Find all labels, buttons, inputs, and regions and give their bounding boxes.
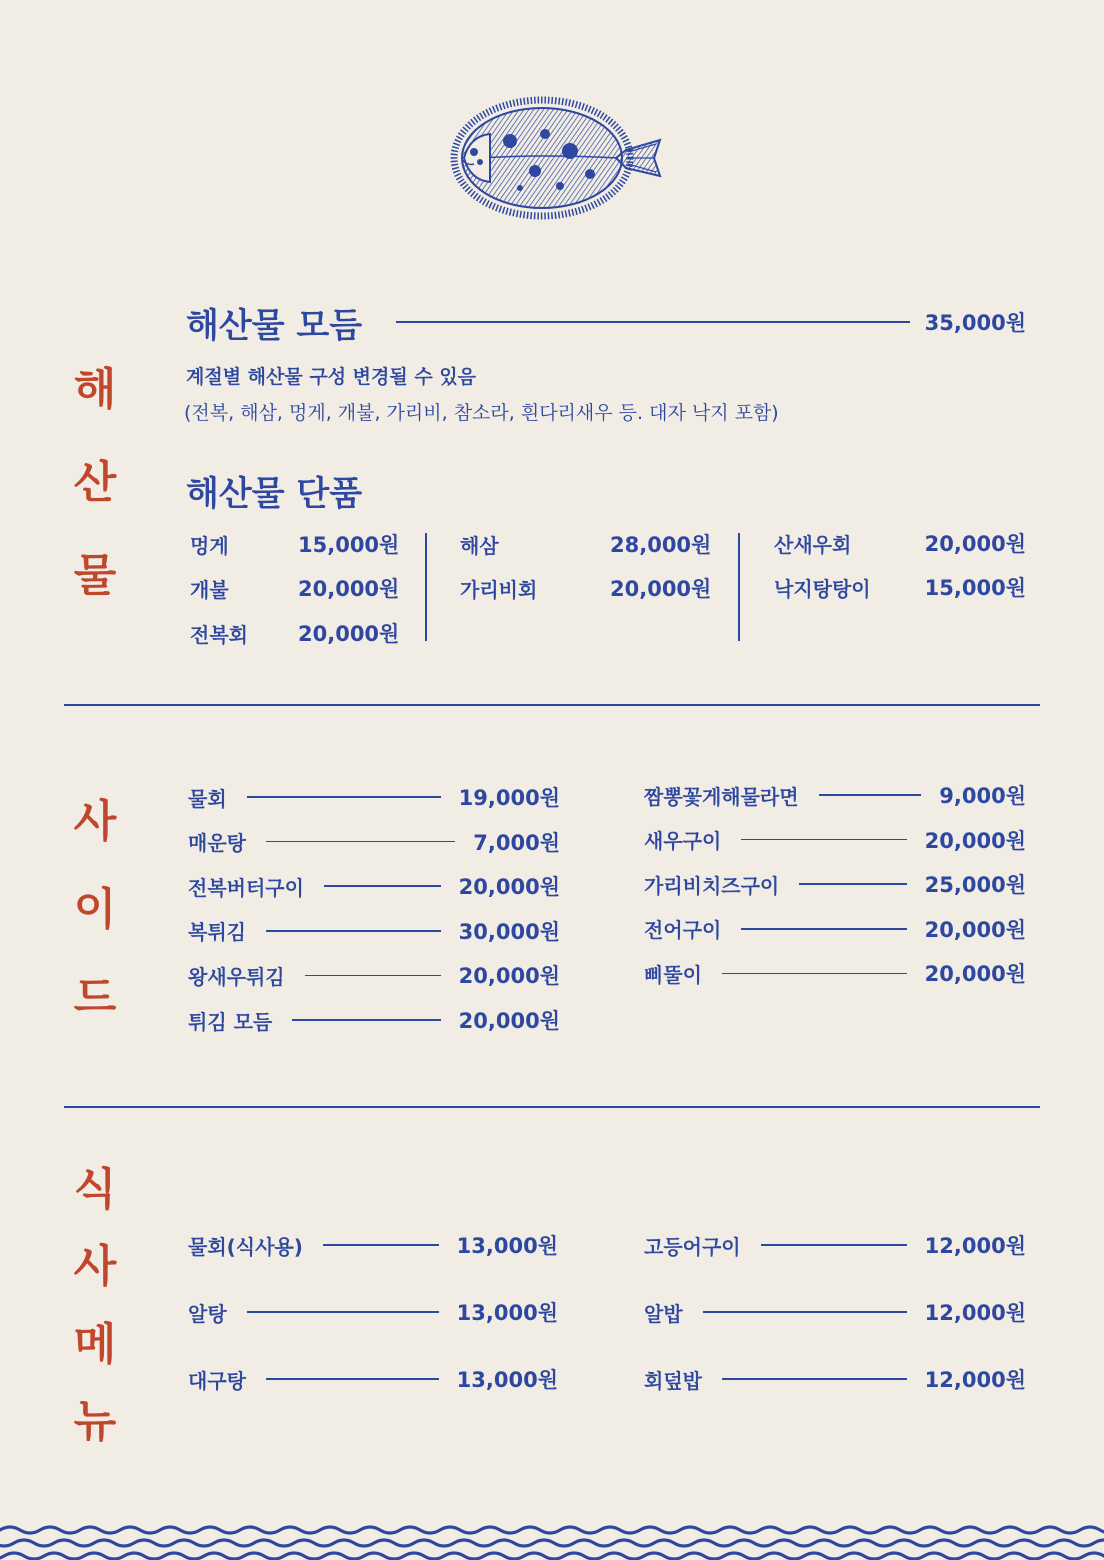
item-price: 20,000원 bbox=[924, 962, 1026, 987]
section-title-char: 산 bbox=[73, 457, 117, 508]
list-item bbox=[774, 528, 851, 558]
item-price: 12,000원 bbox=[924, 1301, 1026, 1325]
item-name: 회덮밥 bbox=[644, 1368, 702, 1393]
section-divider bbox=[64, 1106, 1040, 1108]
leader-line bbox=[266, 1378, 439, 1380]
item-name: 복튀김 bbox=[188, 920, 246, 945]
item-name: 가리비치즈구이 bbox=[644, 873, 780, 898]
item-price: 30,000원 bbox=[458, 919, 560, 944]
item-price: 13,000원 bbox=[456, 1301, 558, 1325]
item-name: 짬뽕꽃게해물라면 bbox=[644, 784, 799, 809]
list-item bbox=[188, 1297, 558, 1327]
item-name: 물회 bbox=[188, 786, 227, 811]
leader-line bbox=[722, 973, 907, 975]
section-title-char: 사 bbox=[73, 1241, 117, 1293]
section-title-char: 메 bbox=[73, 1318, 117, 1370]
item-name: 산새우회 bbox=[774, 532, 852, 557]
item-price: 13,000원 bbox=[456, 1368, 558, 1392]
item-price: 15,000원 bbox=[924, 576, 1026, 600]
section-title-seafood bbox=[60, 364, 130, 601]
item-name: 가리비회 bbox=[460, 577, 538, 602]
item-name: 멍게 bbox=[190, 533, 229, 558]
list-item bbox=[460, 529, 499, 559]
leader-line bbox=[799, 883, 906, 885]
list-item bbox=[188, 1005, 560, 1035]
item-price: 9,000원 bbox=[939, 784, 1026, 808]
item-name: 전복회 bbox=[190, 622, 248, 647]
item-name: 전복버터구이 bbox=[188, 875, 304, 900]
item-price: 12,000원 bbox=[924, 1234, 1026, 1258]
list-item bbox=[925, 528, 1026, 558]
item-price: 20,000원 bbox=[924, 917, 1026, 942]
leader-line bbox=[266, 841, 455, 843]
item-price: 20,000원 bbox=[458, 875, 560, 900]
combo-note-bold: 계절별 해산물 구성 변경될 수 있음 bbox=[186, 366, 477, 388]
section-title-side bbox=[60, 796, 130, 1023]
leader-line bbox=[741, 928, 906, 930]
section-title-char: 물 bbox=[73, 550, 117, 601]
section-title-char: 사 bbox=[73, 796, 117, 847]
item-price: 12,000원 bbox=[924, 1368, 1026, 1392]
combo-title: 해산물 모듬 bbox=[186, 306, 363, 346]
item-price: 7,000원 bbox=[473, 830, 560, 855]
list-item bbox=[188, 960, 560, 990]
section-divider bbox=[64, 704, 1040, 706]
list-item bbox=[610, 529, 711, 559]
item-name: 새우구이 bbox=[644, 829, 722, 854]
list-item bbox=[188, 1230, 558, 1260]
leader-line bbox=[292, 1019, 440, 1021]
combo-leader-line bbox=[396, 321, 910, 323]
list-item bbox=[644, 1297, 1026, 1327]
section-title-char: 뉴 bbox=[73, 1395, 117, 1447]
item-name: 삐뚤이 bbox=[644, 962, 702, 987]
section-title-char: 식 bbox=[73, 1164, 117, 1215]
item-price: 20,000원 bbox=[298, 622, 400, 646]
item-name: 고등어구이 bbox=[644, 1234, 741, 1259]
combo-note: (전복, 해삼, 멍게, 개불, 가리비, 참소라, 흰다리새우 등. 대자 낙지 포함) bbox=[184, 402, 779, 424]
leader-line bbox=[324, 885, 441, 887]
list-item bbox=[188, 827, 560, 857]
item-name: 왕새우튀김 bbox=[188, 964, 285, 989]
item-price: 20,000원 bbox=[298, 577, 400, 601]
leader-line bbox=[761, 1244, 907, 1246]
leader-line bbox=[266, 930, 441, 932]
list-item bbox=[188, 782, 560, 812]
list-item bbox=[188, 916, 560, 946]
list-item bbox=[925, 572, 1026, 602]
list-item bbox=[190, 529, 229, 559]
single-title: 해산물 단품 bbox=[186, 474, 363, 514]
item-name: 매운탕 bbox=[188, 831, 246, 856]
list-item bbox=[188, 1364, 558, 1394]
item-price: 20,000원 bbox=[458, 1009, 560, 1033]
leader-line bbox=[703, 1311, 907, 1313]
section-title-char: 해 bbox=[73, 364, 117, 415]
list-item bbox=[644, 1230, 1026, 1260]
list-item bbox=[644, 958, 1026, 988]
item-name: 튀김 모듬 bbox=[188, 1009, 273, 1034]
leader-line bbox=[741, 839, 906, 841]
item-name: 알탕 bbox=[188, 1301, 227, 1326]
item-price: 25,000원 bbox=[924, 873, 1026, 898]
item-name: 해삼 bbox=[460, 533, 499, 558]
list-item bbox=[298, 529, 399, 559]
wave-pattern-icon bbox=[0, 1518, 1104, 1560]
item-name: 알밥 bbox=[644, 1301, 683, 1326]
item-price: 15,000원 bbox=[298, 533, 400, 557]
list-item bbox=[644, 780, 1026, 810]
item-price: 20,000원 bbox=[458, 964, 560, 989]
section-title-char: 이 bbox=[73, 884, 117, 935]
combo-price: 35,000원 bbox=[924, 311, 1026, 335]
item-price: 20,000원 bbox=[924, 532, 1026, 556]
list-item bbox=[610, 573, 711, 603]
column-divider bbox=[425, 533, 427, 641]
list-item bbox=[298, 573, 399, 603]
list-item bbox=[644, 1364, 1026, 1394]
leader-line bbox=[323, 1244, 439, 1246]
list-item bbox=[460, 573, 537, 603]
item-price: 20,000원 bbox=[924, 828, 1026, 853]
list-item bbox=[190, 573, 229, 603]
list-item bbox=[774, 572, 871, 602]
item-price: 28,000원 bbox=[610, 533, 712, 557]
item-name: 물회(식사용) bbox=[188, 1234, 303, 1259]
leader-line bbox=[819, 794, 922, 796]
list-item bbox=[188, 871, 560, 901]
item-price: 13,000원 bbox=[456, 1234, 558, 1258]
item-name: 낙지탕탕이 bbox=[774, 576, 871, 601]
column-divider bbox=[738, 533, 740, 641]
leader-line bbox=[305, 975, 441, 977]
item-name: 개불 bbox=[190, 577, 229, 602]
section-title-char: 드 bbox=[73, 972, 117, 1023]
leader-line bbox=[247, 1311, 439, 1313]
item-price: 20,000원 bbox=[610, 577, 712, 601]
item-name: 전어구이 bbox=[644, 918, 722, 943]
flatfish-illustration-icon bbox=[450, 96, 664, 220]
list-item bbox=[190, 618, 248, 648]
leader-line bbox=[722, 1378, 907, 1380]
item-price: 19,000원 bbox=[458, 786, 560, 810]
list-item bbox=[644, 869, 1026, 899]
list-item bbox=[644, 914, 1026, 944]
section-title-meal bbox=[60, 1164, 130, 1447]
list-item bbox=[298, 618, 399, 648]
item-name: 대구탕 bbox=[188, 1368, 246, 1393]
list-item bbox=[644, 825, 1026, 855]
leader-line bbox=[247, 796, 441, 798]
